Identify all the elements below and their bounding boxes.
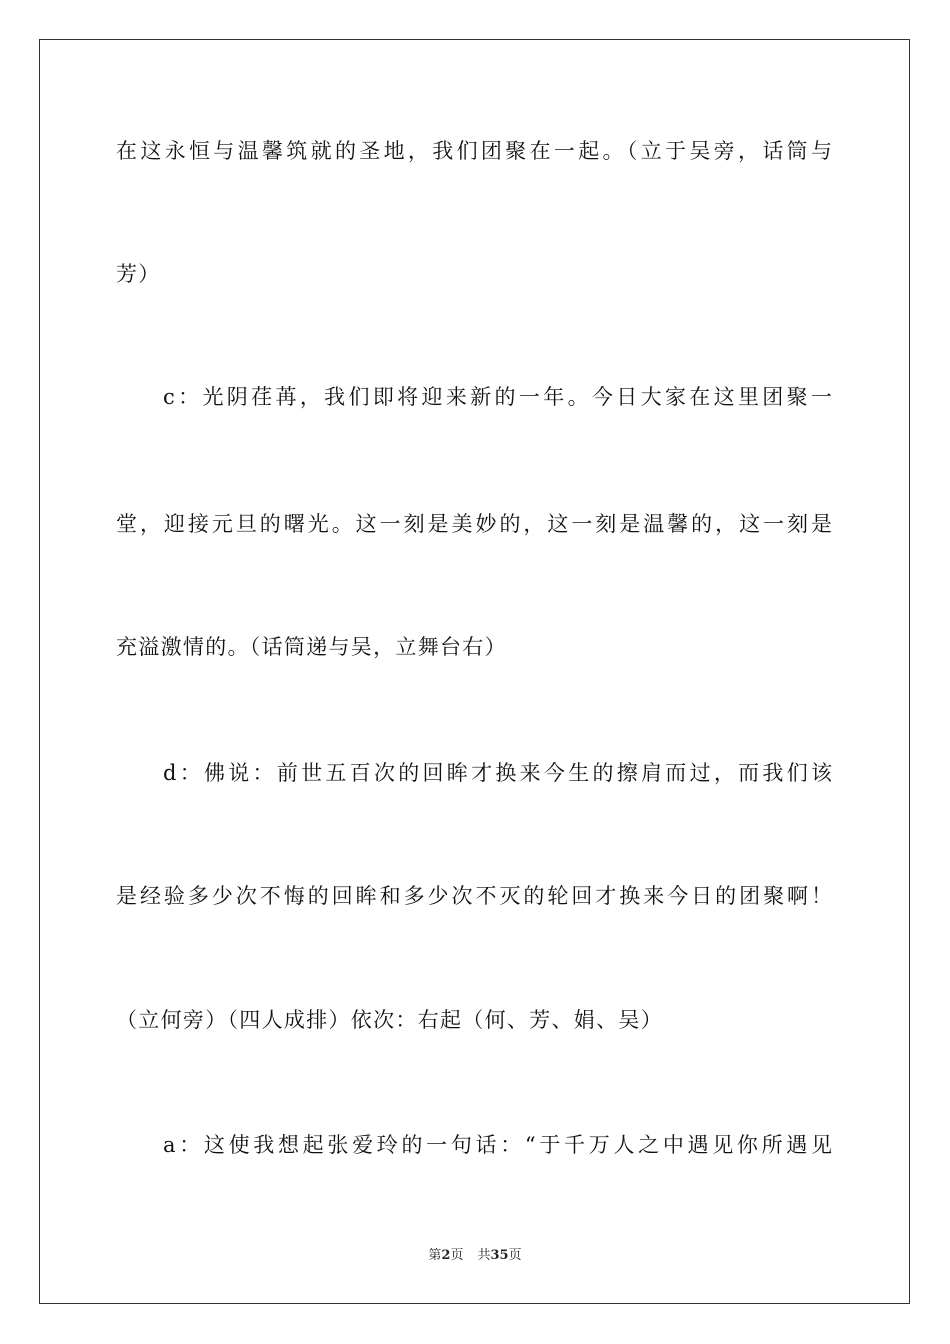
text-line-2: 芳） (116, 262, 161, 286)
page-number: 2 (441, 1248, 451, 1263)
text-line-7: 是经验多少次不悔的回眸和多少次不灭的轮回才换来今日的团聚啊！ (116, 884, 832, 908)
text-line-9: a：这使我想起张爱玲的一句话：“于千万人之中遇见你所遇见 (163, 1133, 832, 1157)
page-prefix: 第 (428, 1248, 442, 1263)
total-prefix: 共 (477, 1248, 491, 1263)
total-suffix: 页 (508, 1248, 522, 1263)
page-suffix: 页 (450, 1248, 464, 1263)
page-border (39, 39, 910, 1304)
text-line-5: 充溢激情的。（话筒递与吴，立舞台右） (116, 635, 507, 659)
page-footer (0, 1248, 950, 1264)
total-pages: 35 (490, 1248, 509, 1263)
text-line-4: 堂，迎接元旦的曙光。这一刻是美妙的，这一刻是温馨的，这一刻是 (116, 512, 832, 536)
text-line-1: 在这永恒与温馨筑就的圣地，我们团聚在一起。（立于吴旁，话筒与 (116, 139, 832, 163)
text-line-6: d：佛说：前世五百次的回眸才换来今生的擦肩而过，而我们该 (163, 761, 832, 785)
text-line-8: （立何旁）（四人成排）依次：右起（何、芳、娟、吴） (116, 1008, 663, 1032)
text-line-3: c：光阴荏苒，我们即将迎来新的一年。今日大家在这里团聚一 (163, 385, 832, 409)
